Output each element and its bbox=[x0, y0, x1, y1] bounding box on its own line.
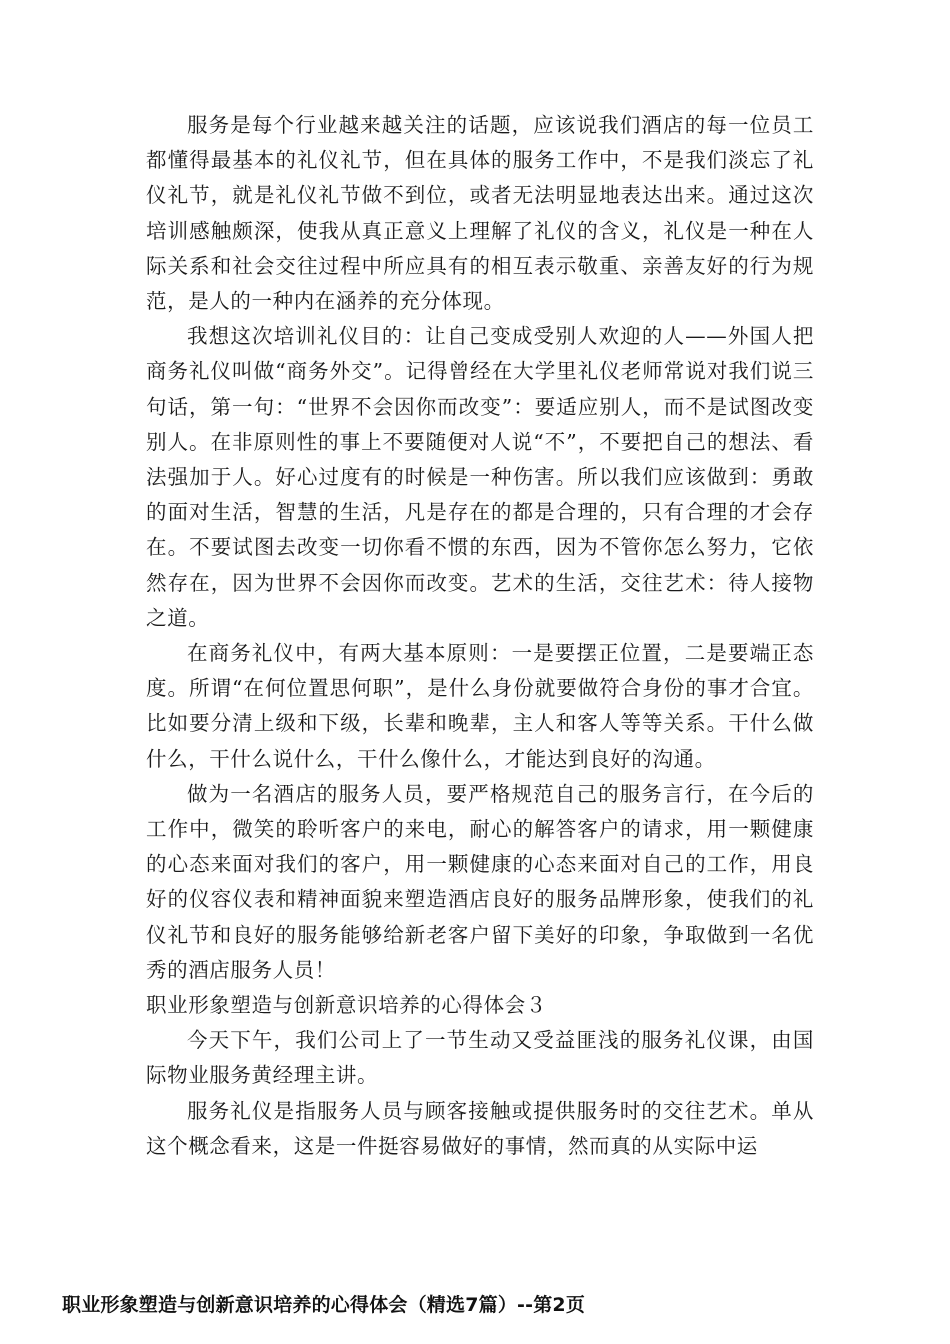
paragraph: 在商务礼仪中，有两大基本原则：一是要摆正位置，二是要端正态度。所谓“在何位置思何职”，是什么身份就要做符合身份的事才合宜。比如要分清上级和下级，长辈和晚辈，主人和客人等等关系。干什么做什么，干什么说什么，干什么像什么，才能达到良好的沟通。 bbox=[146, 641, 814, 771]
page-footer: 职业形象塑造与创新意识培养的心得体会（精选7篇）--第2页 bbox=[62, 1294, 586, 1316]
paragraph: 做为一名酒店的服务人员，要严格规范自己的服务言行，在今后的工作中，微笑的聆听客户的来电，耐心的解答客户的请求，用一颗健康的心态来面对我们的客户，用一颗健康的心态来面对自己的工作，用良好的仪容仪表和精神面貌来塑造酒店良好的服务品牌形象，使我们的礼仪礼节和良好的服务能够给新老客户留下美好的印象，争取做到一名优秀的酒店服务人员！ bbox=[146, 781, 814, 982]
paragraph: 服务是每个行业越来越关注的话题，应该说我们酒店的每一位员工都懂得最基本的礼仪礼节，但在具体的服务工作中，不是我们淡忘了礼仪礼节，就是礼仪礼节做不到位，或者无法明显地表达出来。通过这次培训感触颇深，使我从真正意义上理解了礼仪的含义，礼仪是一种在人际关系和社会交往过程中所应具有的相互表示敬重、亲善友好的行为规范，是人的一种内在涵养的充分体现。 bbox=[146, 113, 814, 314]
paragraph: 我想这次培训礼仪目的：让自己变成受别人欢迎的人——外国人把商务礼仪叫做“商务外交”。记得曾经在大学里礼仪老师常说对我们说三句话，第一句：“世界不会因你而改变”：要适应别人，而不是试图改变别人。在非原则性的事上不要随便对人说“不”，不要把自己的想法、看法强加于人。好心过度有的时候是一种伤害。所以我们应该做到：勇敢的面对生活，智慧的生活，凡是存在的都是合理的，只有合理的才会存在。不要试图去改变一切你看不惯的东西，因为不管你怎么努力，它依然存在，因为世界不会因你而改变。艺术的生活，交往艺术：待人接物之道。 bbox=[146, 324, 814, 630]
paragraph: 今天下午，我们公司上了一节生动又受益匪浅的服务礼仪课，由国际物业服务黄经理主讲。 bbox=[146, 1028, 814, 1088]
document-body bbox=[146, 108, 814, 1164]
paragraph: 服务礼仪是指服务人员与顾客接触或提供服务时的交往艺术。单从这个概念看来，这是一件挺容易做好的事情，然而真的从实际中运 bbox=[146, 1098, 814, 1158]
section-heading: 职业形象塑造与创新意识培养的心得体会３ bbox=[146, 993, 547, 1018]
